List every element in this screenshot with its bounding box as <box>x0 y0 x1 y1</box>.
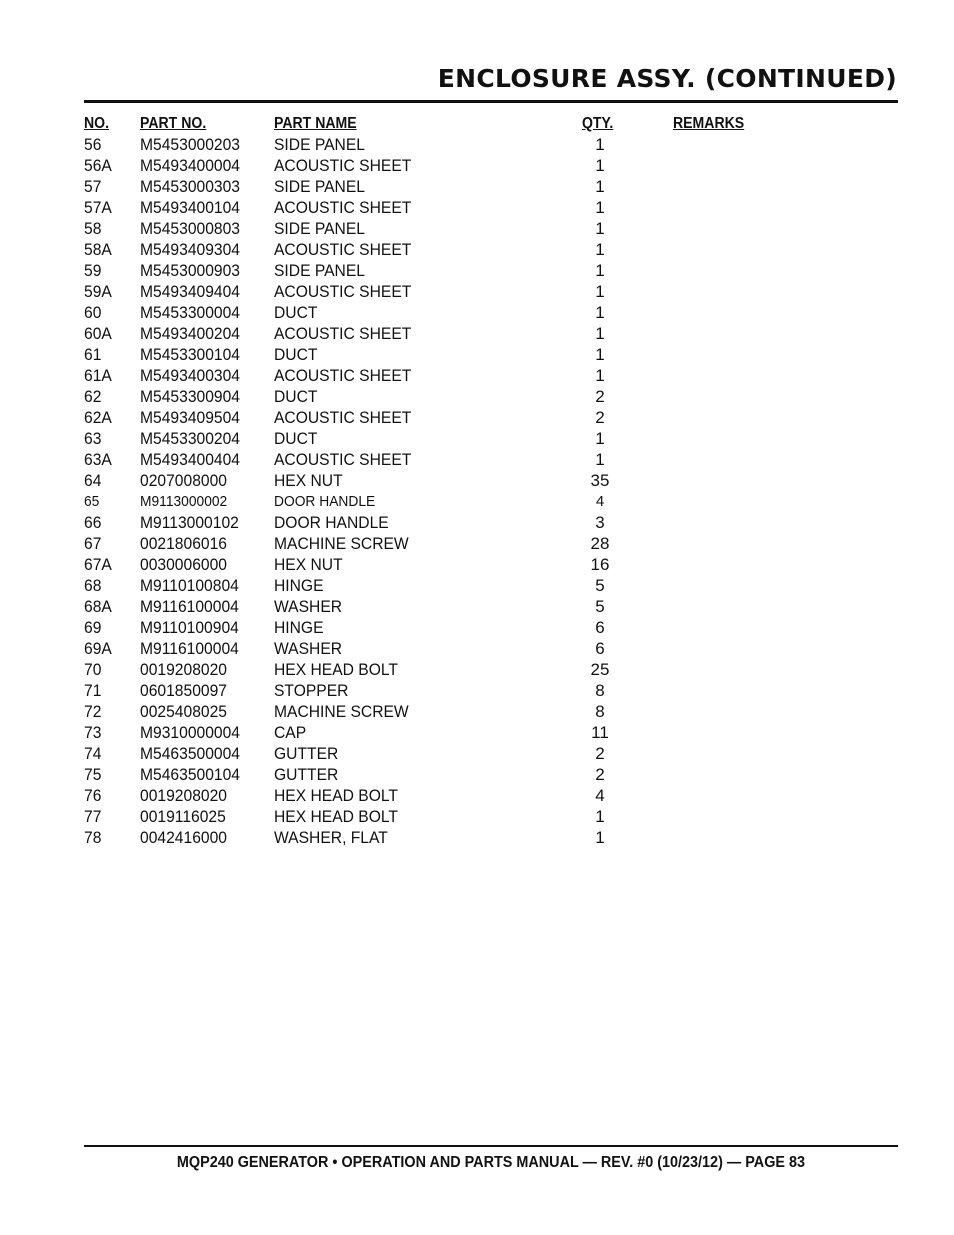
cell-no: 69 <box>84 618 102 637</box>
cell-no: 63A <box>84 450 112 469</box>
cell-no: 67A <box>84 555 112 574</box>
cell-part-no: M5453300004 <box>140 303 241 322</box>
cell-part-no: 0021806016 <box>140 534 227 553</box>
cell-part-name: HEX NUT <box>274 555 343 574</box>
cell-part-name: WASHER <box>274 639 343 658</box>
cell-part-no: M5463500004 <box>140 744 241 763</box>
cell-part-no: M5493400304 <box>140 366 241 385</box>
cell-part-name: SIDE PANEL <box>274 261 365 280</box>
cell-qty: 1 <box>595 198 605 217</box>
table-row <box>84 365 898 386</box>
cell-qty: 2 <box>595 765 605 784</box>
header-part-no: PART NO. <box>140 115 207 132</box>
cell-part-no: M5493400004 <box>140 156 241 175</box>
cell-qty: 2 <box>595 744 605 763</box>
cell-part-no: 0019208020 <box>140 660 227 679</box>
cell-qty: 35 <box>590 471 610 490</box>
cell-part-name: HEX HEAD BOLT <box>274 660 398 679</box>
cell-qty: 28 <box>590 534 610 553</box>
cell-no: 75 <box>84 765 102 784</box>
header-no: NO. <box>84 115 110 132</box>
cell-part-no: M9110100804 <box>140 576 239 595</box>
cell-qty: 1 <box>595 240 605 259</box>
cell-qty: 2 <box>595 408 605 427</box>
cell-part-name: DUCT <box>274 303 318 322</box>
cell-no: 77 <box>84 807 102 826</box>
cell-part-name: HEX HEAD BOLT <box>274 786 398 805</box>
cell-qty: 8 <box>595 702 605 721</box>
footer-divider <box>84 1145 898 1147</box>
cell-no: 56 <box>84 135 102 154</box>
title-divider <box>84 100 898 103</box>
cell-qty: 1 <box>595 156 605 175</box>
cell-qty: 1 <box>595 303 605 322</box>
cell-part-no: 0207008000 <box>140 471 227 490</box>
cell-qty: 1 <box>595 807 605 826</box>
footer-label: MQP240 GENERATOR • OPERATION AND PARTS MANUAL — REV. #0 (10/23/12) — PAGE 83 <box>176 1154 806 1171</box>
cell-no: 73 <box>84 723 102 742</box>
cell-qty: 1 <box>595 219 605 238</box>
table-row <box>84 554 898 575</box>
cell-part-name: GUTTER <box>274 765 339 784</box>
cell-part-name: ACOUSTIC SHEET <box>274 450 412 469</box>
cell-part-name: DUCT <box>274 345 318 364</box>
table-row <box>84 344 898 365</box>
table-row <box>84 575 898 596</box>
table-row <box>84 281 898 302</box>
cell-qty: 6 <box>595 639 605 658</box>
table-row <box>84 827 898 848</box>
cell-no: 76 <box>84 786 102 805</box>
cell-part-no: M5493409404 <box>140 282 241 301</box>
cell-no: 60 <box>84 303 102 322</box>
cell-part-no: M5453000903 <box>140 261 241 280</box>
cell-no: 72 <box>84 702 102 721</box>
table-row <box>84 260 898 281</box>
cell-qty: 1 <box>595 324 605 343</box>
table-row <box>84 218 898 239</box>
table-row <box>84 722 898 743</box>
cell-qty: 1 <box>595 450 605 469</box>
cell-qty: 6 <box>595 618 605 637</box>
cell-no: 62A <box>84 408 112 427</box>
cell-qty: 5 <box>595 576 605 595</box>
cell-no: 78 <box>84 828 102 847</box>
table-row <box>84 638 898 659</box>
cell-part-no: M5453300104 <box>140 345 241 364</box>
header-qty: QTY. <box>581 115 614 132</box>
cell-part-name: GUTTER <box>274 744 339 763</box>
cell-no: 62 <box>84 387 102 406</box>
table-row <box>84 785 898 806</box>
cell-part-name: HEX HEAD BOLT <box>274 807 398 826</box>
cell-no: 58 <box>84 219 102 238</box>
cell-part-name: ACOUSTIC SHEET <box>274 240 412 259</box>
table-row <box>84 701 898 722</box>
cell-part-no: M9110100904 <box>140 618 239 637</box>
table-row <box>84 407 898 428</box>
cell-part-name: DUCT <box>274 387 318 406</box>
cell-part-name: CAP <box>274 723 307 742</box>
cell-part-no: M9113000102 <box>140 513 239 532</box>
cell-part-no: M5493400404 <box>140 450 241 469</box>
header-part-name: PART NAME <box>274 115 357 132</box>
table-row <box>84 386 898 407</box>
table-row <box>84 659 898 680</box>
cell-part-name: WASHER <box>274 597 343 616</box>
cell-qty: 1 <box>595 261 605 280</box>
cell-qty: 3 <box>595 513 605 532</box>
table-row <box>84 176 898 197</box>
table-row <box>84 197 898 218</box>
cell-qty: 5 <box>595 597 605 616</box>
cell-part-name: HINGE <box>274 618 324 637</box>
cell-qty: 1 <box>595 345 605 364</box>
cell-part-name: ACOUSTIC SHEET <box>274 156 412 175</box>
cell-qty: 25 <box>590 660 610 679</box>
cell-qty: 11 <box>591 723 609 742</box>
cell-no: 59A <box>84 282 112 301</box>
cell-no: 57A <box>84 198 112 217</box>
table-row <box>84 806 898 827</box>
cell-no: 68 <box>84 576 102 595</box>
cell-part-name: ACOUSTIC SHEET <box>274 324 412 343</box>
cell-part-name: SIDE PANEL <box>274 219 365 238</box>
parts-table <box>84 113 898 848</box>
cell-part-name: DOOR HANDLE <box>274 493 376 510</box>
cell-no: 57 <box>84 177 102 196</box>
cell-qty: 4 <box>595 786 605 805</box>
cell-no: 63 <box>84 429 102 448</box>
cell-part-no: M5453000203 <box>140 135 241 154</box>
cell-part-no: 0019208020 <box>140 786 227 805</box>
cell-qty: 1 <box>595 366 605 385</box>
cell-part-no: M5453300204 <box>140 429 241 448</box>
table-row <box>84 239 898 260</box>
table-row <box>84 743 898 764</box>
cell-no: 70 <box>84 660 102 679</box>
cell-qty: 1 <box>595 828 605 847</box>
cell-part-name: HINGE <box>274 576 324 595</box>
cell-qty: 16 <box>590 555 610 574</box>
cell-qty: 1 <box>595 177 605 196</box>
cell-part-no: M9310000004 <box>140 723 241 742</box>
cell-no: 67 <box>84 534 102 553</box>
page-footer <box>84 1154 898 1172</box>
cell-part-name: HEX NUT <box>274 471 343 490</box>
table-row <box>84 449 898 470</box>
table-row <box>84 470 898 491</box>
cell-part-name: MACHINE SCREW <box>274 702 409 721</box>
table-row <box>84 533 898 554</box>
table-header-row <box>84 113 898 134</box>
cell-no: 65 <box>84 493 100 510</box>
cell-part-name: DOOR HANDLE <box>274 513 389 532</box>
header-remarks: REMARKS <box>673 115 745 132</box>
cell-no: 59 <box>84 261 102 280</box>
cell-part-name: STOPPER <box>274 681 349 700</box>
cell-no: 74 <box>84 744 102 763</box>
cell-no: 61 <box>84 345 102 364</box>
table-body <box>84 134 898 848</box>
cell-qty: 1 <box>595 135 605 154</box>
table-row <box>84 512 898 533</box>
cell-part-name: WASHER, FLAT <box>274 828 388 847</box>
cell-part-name: DUCT <box>274 429 318 448</box>
cell-part-name: ACOUSTIC SHEET <box>274 282 412 301</box>
cell-part-no: M5453000303 <box>140 177 241 196</box>
table-row <box>84 302 898 323</box>
cell-no: 64 <box>84 471 102 490</box>
cell-no: 56A <box>84 156 112 175</box>
cell-part-no: 0025408025 <box>140 702 227 721</box>
cell-part-name: MACHINE SCREW <box>274 534 409 553</box>
cell-qty: 1 <box>595 282 605 301</box>
cell-qty: 8 <box>595 681 605 700</box>
cell-part-no: M5453000803 <box>140 219 241 238</box>
cell-part-no: M5493400204 <box>140 324 241 343</box>
cell-part-no: 0601850097 <box>140 681 227 700</box>
cell-part-no: 0019116025 <box>140 807 226 826</box>
cell-qty: 1 <box>595 429 605 448</box>
cell-part-name: ACOUSTIC SHEET <box>274 408 412 427</box>
cell-part-no: M5453300904 <box>140 387 241 406</box>
cell-no: 66 <box>84 513 102 532</box>
cell-part-no: 0030006000 <box>140 555 227 574</box>
table-row <box>84 323 898 344</box>
cell-no: 61A <box>84 366 112 385</box>
cell-part-name: SIDE PANEL <box>274 135 365 154</box>
page-title: ENCLOSURE ASSY. (CONTINUED) <box>437 64 897 93</box>
table-row <box>84 764 898 785</box>
table-row <box>84 617 898 638</box>
cell-part-no: M5463500104 <box>140 765 241 784</box>
cell-part-no: M5493409304 <box>140 240 241 259</box>
table-row <box>84 596 898 617</box>
cell-part-no: M9113000002 <box>140 493 228 510</box>
table-row <box>84 428 898 449</box>
cell-no: 58A <box>84 240 112 259</box>
cell-qty: 4 <box>595 493 605 510</box>
cell-part-no: 0042416000 <box>140 828 227 847</box>
cell-part-name: ACOUSTIC SHEET <box>274 198 412 217</box>
cell-part-no: M9116100004 <box>140 597 239 616</box>
table-row <box>84 134 898 155</box>
cell-part-no: M5493400104 <box>140 198 241 217</box>
cell-no: 71 <box>84 681 102 700</box>
cell-part-name: ACOUSTIC SHEET <box>274 366 412 385</box>
cell-part-name: SIDE PANEL <box>274 177 365 196</box>
cell-no: 68A <box>84 597 112 616</box>
table-row <box>84 491 898 512</box>
cell-qty: 2 <box>595 387 605 406</box>
cell-no: 69A <box>84 639 112 658</box>
cell-part-no: M9116100004 <box>140 639 239 658</box>
table-row <box>84 680 898 701</box>
cell-part-no: M5493409504 <box>140 408 241 427</box>
table-row <box>84 155 898 176</box>
cell-no: 60A <box>84 324 112 343</box>
